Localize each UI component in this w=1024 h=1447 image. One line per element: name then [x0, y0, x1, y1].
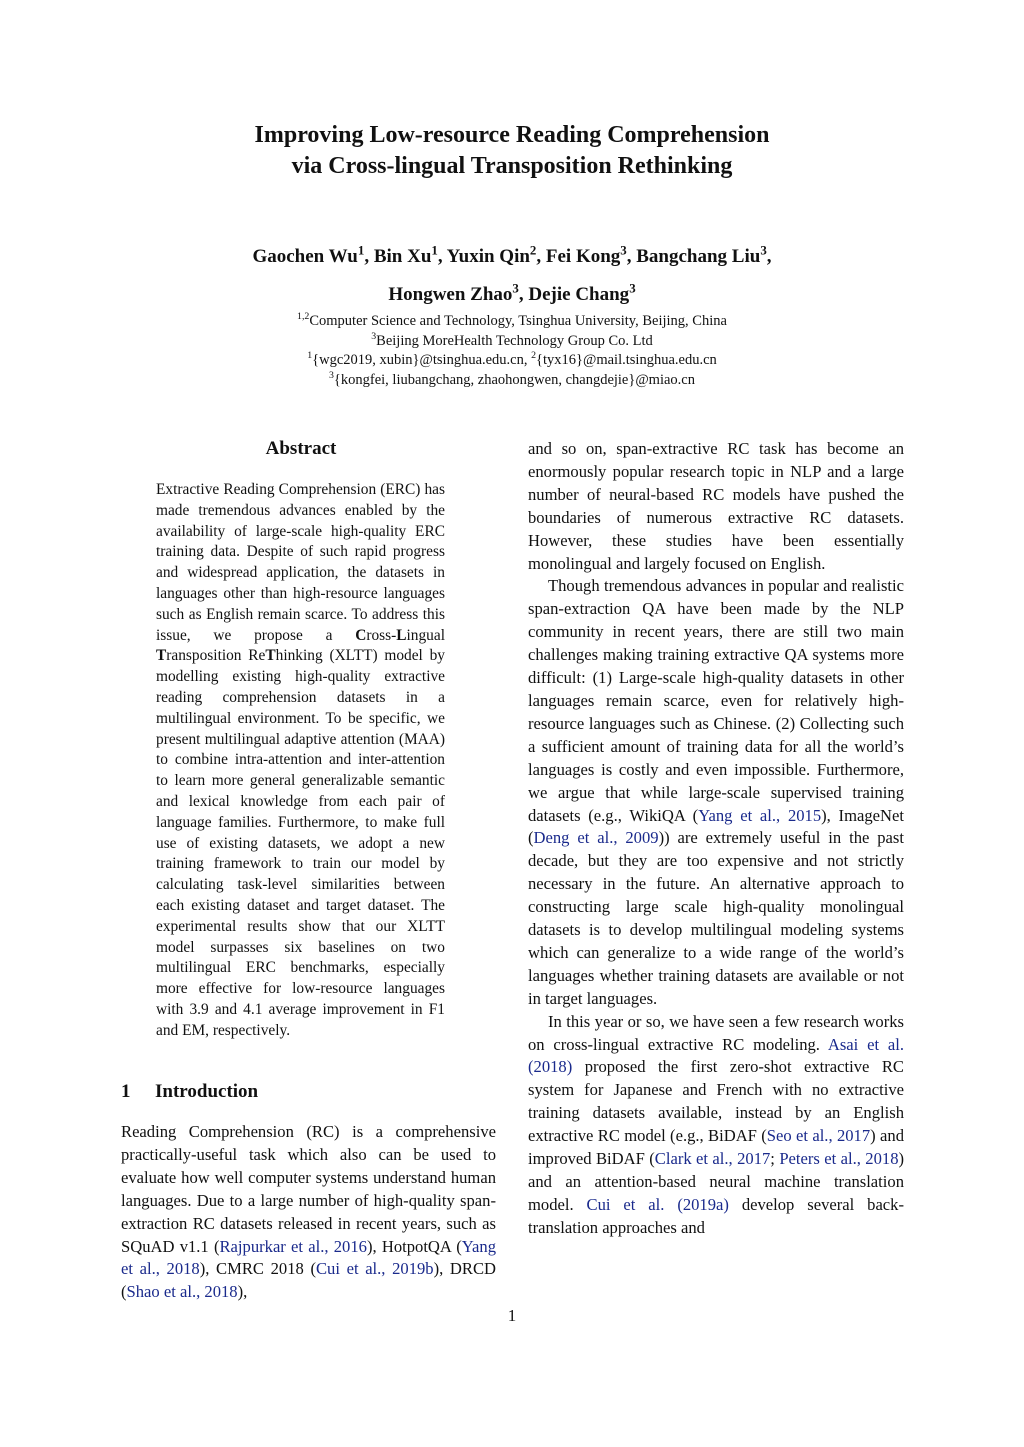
- author-name: Gaochen Wu: [252, 246, 358, 267]
- author-name: Yuxin Qin: [446, 246, 530, 267]
- paragraph: and so on, span-extractive RC task has become an enormously popular research topic in NLP and a large number of neural-based RC models have pushed the boundaries of numerous extractive RC datasets. However, these studies have been essentially monolingual and largely focused on English.: [528, 439, 904, 573]
- abstract-heading: Abstract: [265, 438, 337, 459]
- citation-link[interactable]: Shao et al., 2018: [126, 1282, 238, 1302]
- author-affil-mark: 3: [512, 280, 519, 296]
- author-affil-mark: 1: [357, 242, 365, 258]
- author-list: [0, 238, 1024, 314]
- author-name: Fei Kong: [545, 246, 621, 267]
- author-affil-mark: 1: [431, 242, 438, 258]
- paper-title: [0, 120, 1024, 182]
- author-line-1: Gaochen Wu$^1$, Bin Xu$^1$, Yuxin Qin$^2$, Fei Kong$^3$, Bangchang Liu$^3$,: [252, 242, 772, 267]
- section-title: Introduction: [155, 1081, 259, 1102]
- abstract-body: Extractive Reading Comprehension (ERC) has made tremendous advances enabled by the availability of large-scale high-quality ERC training data. Despite of such rapid progress and widespread application, the datasets in languages other than high-resource languages such as English remain scarce. To address this issue, we propose a Cross-Lingual Transposition ReThinking (XLTT) model by modelling existing high-quality extractive reading comprehension datasets in a multilingual environment. To be specific, we present multilingual adaptive attention (MAA) to combine intra-attention and inter-attention to learn more general generalizable semantic and lexical knowledge from each pair of language families. Furthermore, to make full use of existing datasets, we adopt a new training framework to train our model by calculating task-level similarities between each existing dataset and target dataset. The experimental results show that our XLTT model surpasses six baselines on two multilingual ERC benchmarks, especially more effective for low-resource languages with 3.9 and 4.1 average improvement in F1 and EM, respectively.: [156, 481, 445, 1039]
- email-address[interactable]: {kongfei, liubangchang, zhaohongwen, changdejie}@miao.cn: [333, 371, 695, 388]
- author-line-2: Hongwen Zhao$^3$, Dejie Chang$^3$: [388, 280, 636, 305]
- paragraph: Though tremendous advances in popular and realistic span-extraction QA have been made by the NLP community in recent years, there are still two main challenges making training extractive QA systems more difficult: (1) Large-scale high-quality datasets in other languages remain scarce, even for relatively high-resource languages such as Chinese. (2) Collecting such a sufficient amount of training data for all the world’s languages is costly and even impossible. Furthermore, we argue that while large-scale supervised training datasets (e.g., WikiQA (Yang et al., 2015), ImageNet (Deng et al., 2009)) are extremely useful in the past decade, but they are too expensive and not strictly necessary in the future. An alternative approach to constructing large scale high-quality monolingual datasets is to develop multilingual modeling systems which can generalize to a wide range of the world’s languages whether training datasets are available or not in target languages.: [528, 576, 904, 1008]
- affiliation-2: $^3$Beijing MoreHealth Technology Group Co. Ltd: [371, 330, 653, 349]
- citation-link[interactable]: Peters et al., 2018: [779, 1149, 899, 1169]
- email-line-1: $^1${wgc2019, xubin}@tsinghua.edu.cn, $^2${tyx16}@mail.tsinghua.edu.cn: [307, 350, 717, 368]
- citation-link[interactable]: Deng et al., 2009: [533, 828, 659, 848]
- paragraph: In this year or so, we have seen a few research works on cross-lingual extractive RC modeling. Asai et al. (2018) proposed the first zero-shot extractive RC system for Japanese and French with no extractive training datasets available, instead by an English extractive RC model (e.g., BiDAF (Seo et al., 2017) and improved BiDAF (Clark et al., 2017; Peters et al., 2018) and an attention-based neural machine translation model. Cui et al. (2019a) develop several back-translation approaches and: [528, 1011, 905, 1237]
- author-name: Hongwen Zhao: [388, 284, 513, 305]
- page-number: 1: [507, 1306, 517, 1325]
- affiliation-1: $^{1,2}$Computer Science and Technology, Tsinghua University, Beijing, China: [297, 311, 727, 329]
- citation-link[interactable]: Rajpurkar et al., 2016: [219, 1236, 367, 1256]
- citation-link[interactable]: Yang et al., 2015: [698, 805, 822, 825]
- email-address[interactable]: {tyx16}@mail.tsinghua.edu.cn: [536, 352, 717, 368]
- right-column-text: [528, 438, 904, 1240]
- citation-link[interactable]: Cui et al., 2019b: [315, 1259, 434, 1279]
- affiliations: [0, 312, 1024, 390]
- introduction-paragraph: Reading Comprehension (RC) is a comprehensive practically-useful task which also can be used to evaluate how well computer systems understand human languages. Due to a large number of high-quality span-extraction RC datasets released in recent years, such as SQuAD v1.1 (Rajpurkar et al., 2016), HotpotQA (Yang et al., 2018), CMRC 2018 (Cui et al., 2019b), DRCD (Shao et al., 2018),: [121, 1122, 497, 1302]
- author-affil-mark: 3: [760, 242, 767, 258]
- email-line-2: $^3${kongfei, liubangchang, zhaohongwen, changdejie}@miao.cn: [329, 369, 695, 388]
- citation-link[interactable]: Yang et al., 2018: [121, 1236, 496, 1279]
- citation-link[interactable]: Clark et al., 2017: [654, 1149, 771, 1169]
- citation-link[interactable]: Asai et al. (2018): [528, 1034, 904, 1077]
- author-name: Bangchang Liu: [636, 246, 761, 267]
- title-line-1: Improving Low-resource Reading Comprehension: [254, 122, 770, 148]
- author-affil-mark: 3: [620, 242, 627, 258]
- email-address[interactable]: {wgc2019, xubin}@tsinghua.edu.cn,: [312, 352, 528, 368]
- citation-link[interactable]: Cui et al. (2019a): [586, 1194, 729, 1214]
- author-affil-mark: 3: [629, 280, 636, 296]
- author-name: Bin Xu: [373, 246, 432, 267]
- section-number: 1: [121, 1081, 131, 1102]
- author-name: Dejie Chang: [528, 284, 630, 305]
- section-heading-introduction: [121, 1081, 501, 1103]
- author-affil-mark: 2: [529, 242, 537, 258]
- title-line-2: via Cross-lingual Transposition Rethinking: [291, 153, 733, 179]
- citation-link[interactable]: Seo et al., 2017: [766, 1126, 871, 1146]
